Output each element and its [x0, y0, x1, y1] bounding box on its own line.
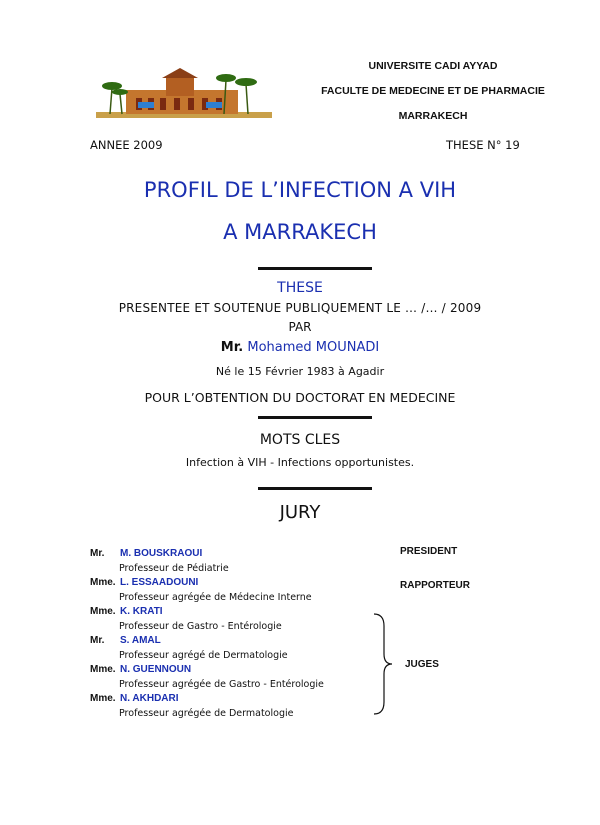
title-line-2: A MARRAKECH — [223, 220, 377, 244]
degree-line: POUR L’OBTENTION DU DOCTORAT EN MEDECINE — [144, 390, 456, 405]
divider — [258, 487, 372, 490]
thesis-number: THESE N° 19 — [446, 138, 520, 152]
role-juges: JUGES — [405, 659, 439, 670]
jury-member-title: Mr. — [90, 635, 105, 646]
presented-line: PRESENTEE ET SOUTENUE PUBLIQUEMENT LE … /… / 2009 — [118, 301, 482, 315]
divider — [258, 267, 372, 270]
jury-member-title: Mme. — [90, 693, 116, 704]
year-label: ANNEE 2009 — [90, 138, 163, 152]
keywords-text: Infection à VIH - Infections opportunistes. — [185, 456, 415, 469]
jury-member-name: K. KRATI — [120, 606, 163, 617]
divider — [258, 416, 372, 419]
role-president: PRESIDENT — [400, 546, 458, 557]
jury-member-title: Mme. — [90, 606, 116, 617]
jury-member-desc: Professeur de Gastro - Entérologie — [119, 621, 282, 632]
jury-member-title: Mme. — [90, 577, 116, 588]
author-line — [0, 340, 600, 355]
author-name: Mohamed MOUNADI — [247, 340, 380, 355]
jury-member-name: S. AMAL — [120, 635, 161, 646]
by-line: PAR — [288, 320, 312, 334]
jury-member-desc: Professeur agrégée de Dermatologie — [119, 708, 294, 719]
faculty-name: FACULTE DE MEDECINE ET DE PHARMACIE — [321, 85, 545, 97]
jury-member-title: Mr. — [90, 548, 105, 559]
juges-brace — [372, 612, 394, 720]
university-name: UNIVERSITE CADI AYYAD — [368, 60, 498, 72]
role-rapporteur: RAPPORTEUR — [400, 580, 471, 591]
jury-member-desc: Professeur agrégé de Dermatologie — [119, 650, 288, 661]
jury-member-title: Mme. — [90, 664, 116, 675]
jury-member-name: L. ESSAADOUNI — [120, 577, 199, 588]
birth-line: Né le 15 Février 1983 à Agadir — [215, 365, 385, 378]
thesis-heading: THESE — [277, 280, 323, 296]
jury-member-desc: Professeur agrégée de Médecine Interne — [119, 592, 312, 603]
faculty-logo — [96, 66, 272, 120]
title-line-1: PROFIL DE L’INFECTION A VIH — [143, 178, 457, 202]
keywords-heading: MOTS CLES — [259, 432, 341, 448]
jury-member-desc: Professeur de Pédiatrie — [119, 563, 229, 574]
jury-member-name: N. AKHDARI — [120, 693, 179, 704]
city-name: MARRAKECH — [398, 110, 468, 122]
jury-member-name: N. GUENNOUN — [120, 664, 192, 675]
jury-member-name: M. BOUSKRAOUI — [120, 548, 203, 559]
author-title: Mr. — [220, 340, 244, 355]
jury-heading: JURY — [279, 502, 321, 523]
jury-member-desc: Professeur agrégée de Gastro - Entérologie — [119, 679, 324, 690]
